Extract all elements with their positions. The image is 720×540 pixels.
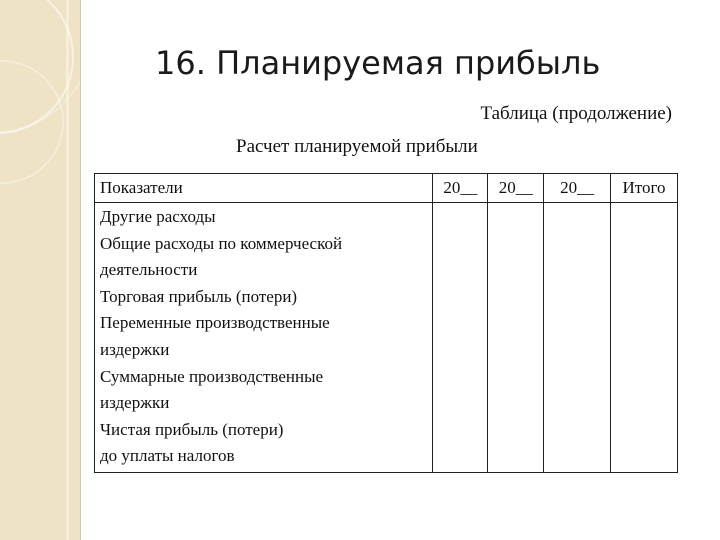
period-3-cell [544,203,611,473]
table-title: Расчет планируемой прибыли [236,136,478,157]
decorative-stripe [66,0,69,540]
period-2-cell [488,203,544,473]
indicator-line: Чистая прибыль (потери) [100,419,284,439]
indicator-line: Переменные производственные [100,313,330,333]
band-divider [80,0,81,540]
indicator-line: деятельности [100,260,198,280]
header-period-1: 20__ [433,174,488,203]
indicator-line: Торговая прибыль (потери) [100,286,298,306]
indicator-line: до уплаты налогов [100,446,235,466]
indicators-cell [95,203,433,473]
indicator-line: издержки [100,393,170,413]
indicator-line: Общие расходы по коммерческой [100,233,343,253]
slide-title: 16. Планируемая прибыль [155,44,601,82]
table-caption: Таблица (продолжение) [480,103,672,124]
header-period-2: 20__ [488,174,544,203]
indicator-line: Другие расходы [100,207,216,226]
period-1-cell [433,203,488,473]
table-body-row [95,203,678,473]
decorative-side-band [0,0,80,540]
header-total: Итого [611,174,678,203]
header-period-3: 20__ [544,174,611,203]
indicator-line: издержки [100,339,170,359]
indicator-line: Суммарные производственные [100,366,324,386]
header-indicators: Показатели [95,174,433,203]
profit-table [94,173,678,473]
total-cell [611,203,678,473]
table-header-row [95,174,678,203]
